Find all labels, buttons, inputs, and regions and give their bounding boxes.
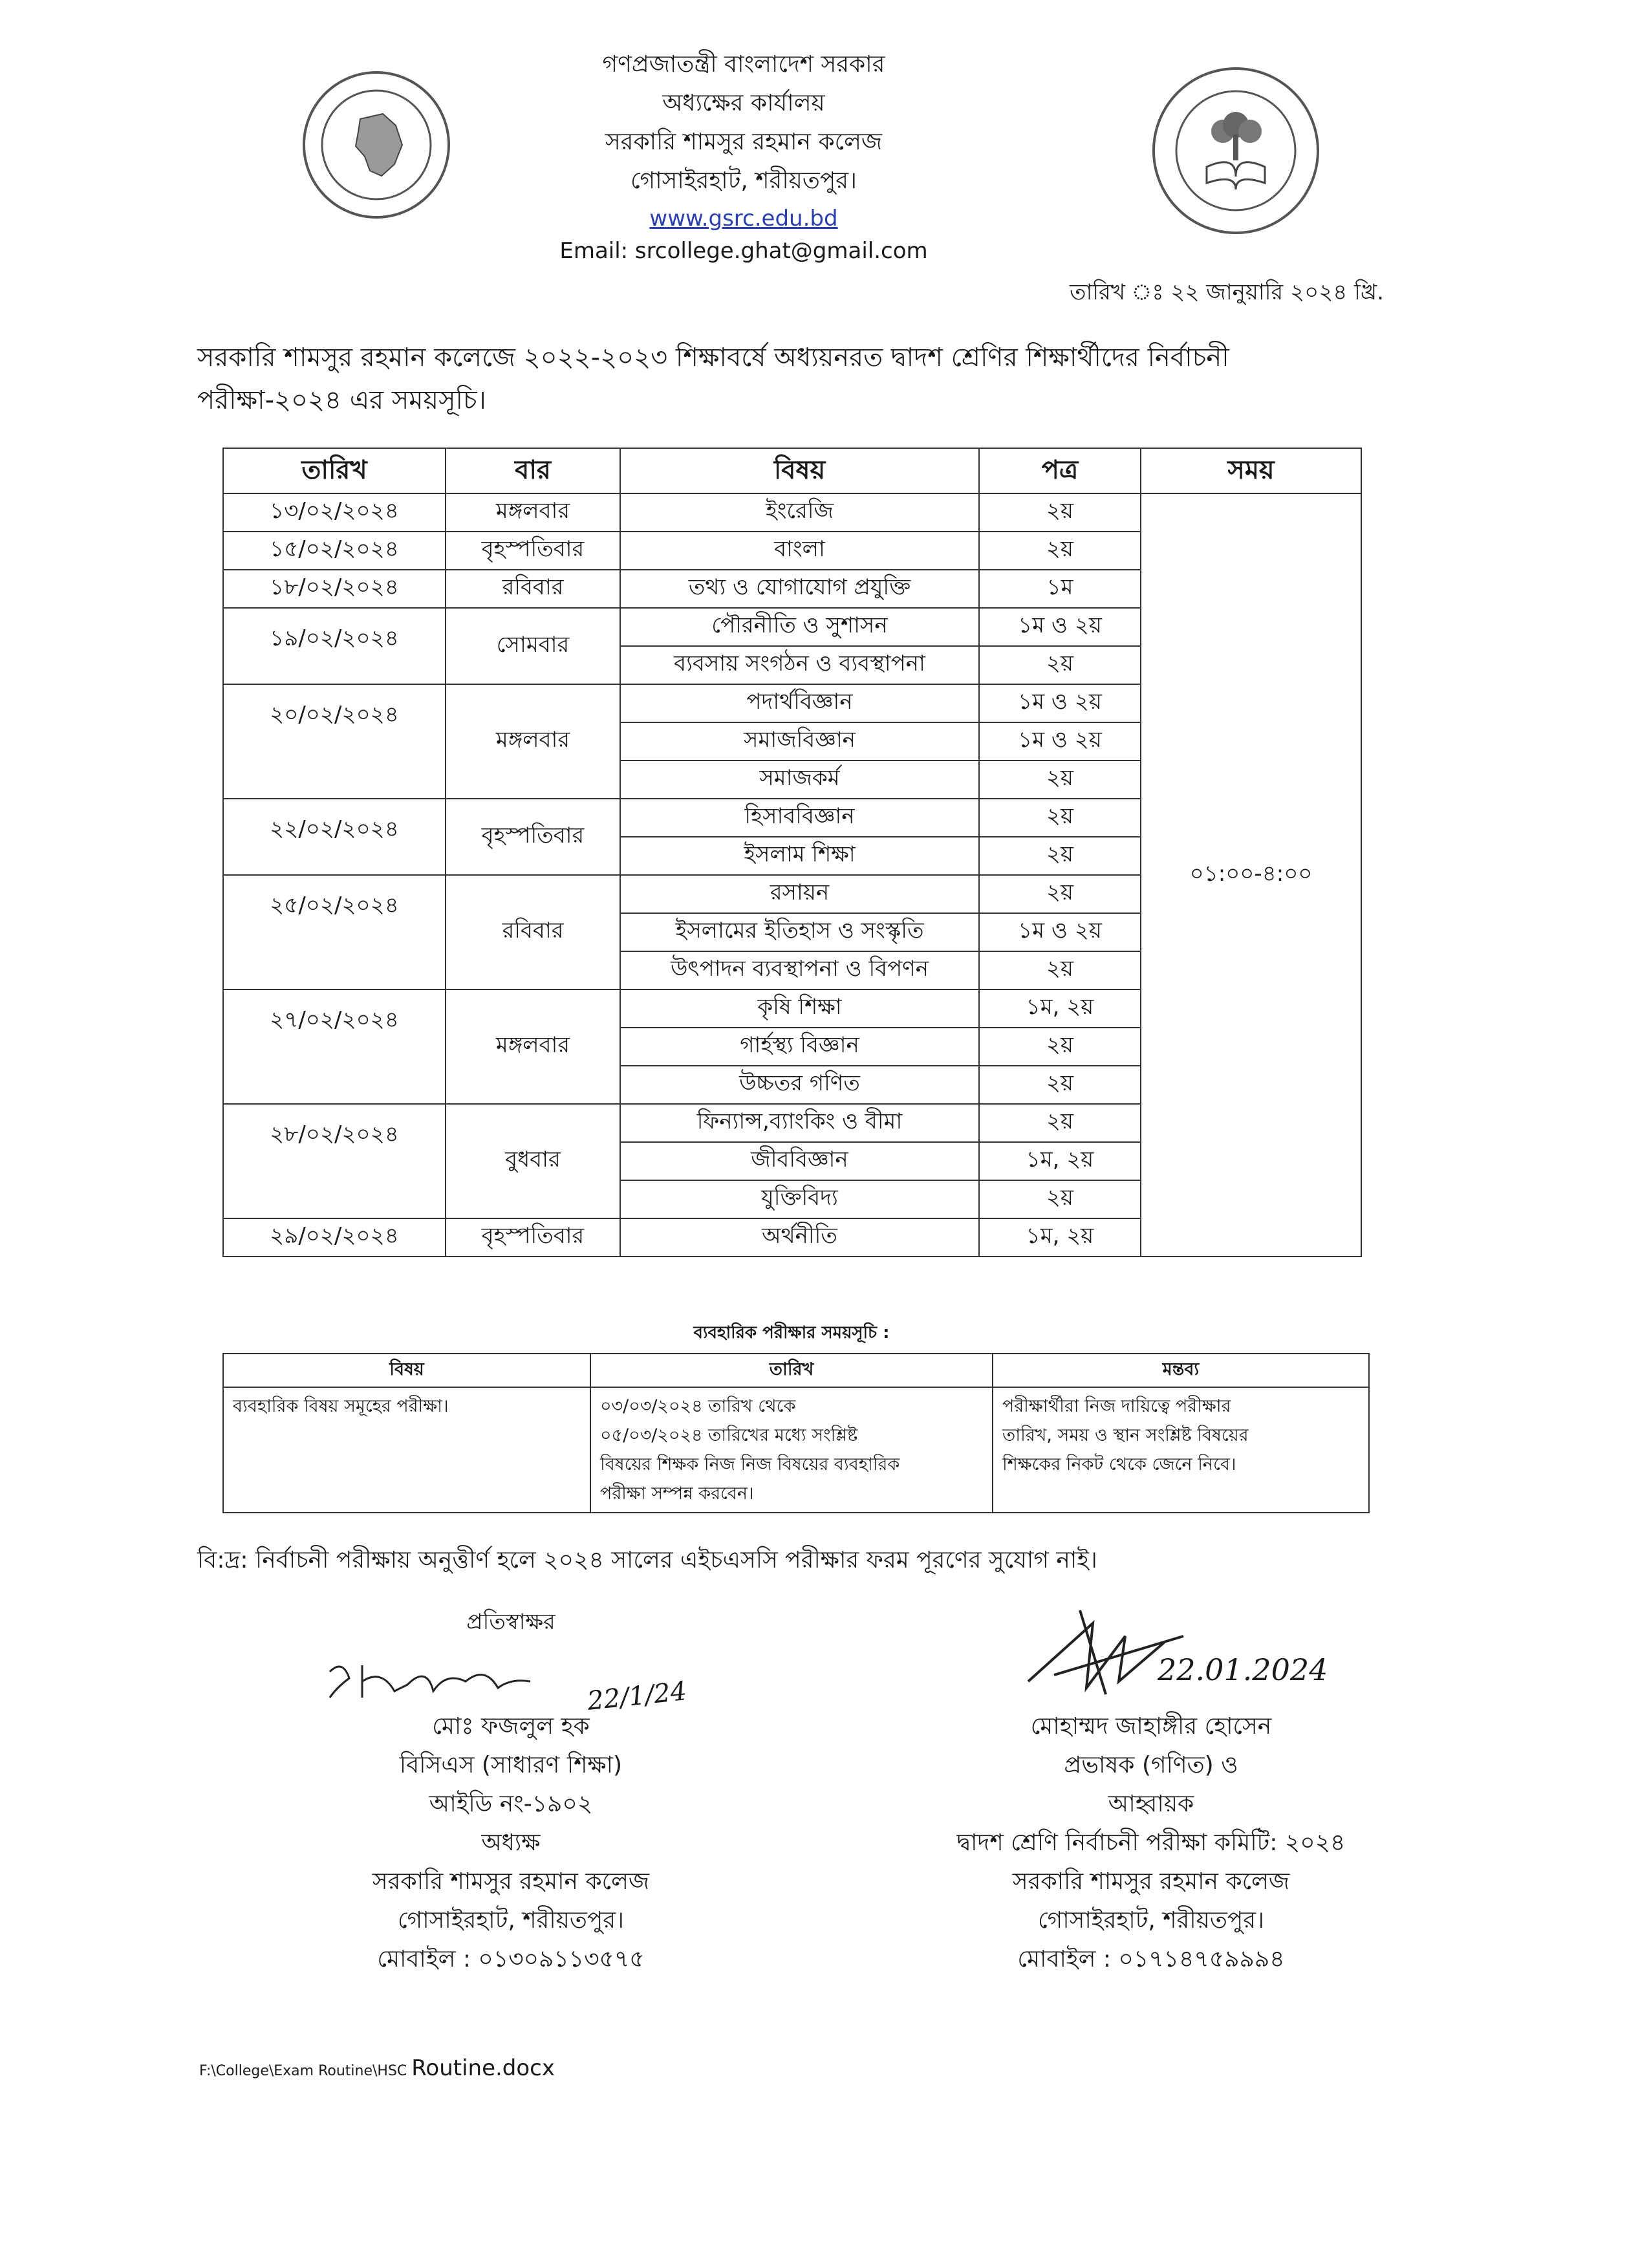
exam-day: রবিবার <box>446 570 620 608</box>
exam-paper: ২য় <box>979 799 1141 837</box>
exam-paper: ২য় <box>979 951 1141 989</box>
exam-paper: ২য় <box>979 1028 1141 1066</box>
practical-header-date: তারিখ <box>590 1354 993 1387</box>
practical-header-remark: মন্তব্য <box>993 1354 1369 1387</box>
exam-day: মঙ্গলবার <box>446 684 620 799</box>
exam-paper: ২য় <box>979 493 1141 532</box>
signatory-name: মোঃ ফজলুল হক <box>432 1713 590 1740</box>
government-seal-logo <box>303 71 450 219</box>
exam-date: ১৩/০২/২০২৪ <box>223 493 446 532</box>
practical-remark-line: তারিখ, সময় ও স্থান সংশ্লিষ্ট বিষয়ের <box>1002 1425 1249 1445</box>
exam-subject: ফিন্যান্স,ব্যাংকিং ও বীমা <box>620 1104 979 1142</box>
practical-date-line: ০৫/০৩/২০২৪ তারিখের মধ্যে সংশ্লিষ্ট <box>600 1425 858 1445</box>
exam-date: ২৫/০২/২০২৪ <box>223 875 446 989</box>
header-subject: বিষয় <box>620 448 979 493</box>
practical-date-cell <box>590 1387 993 1513</box>
exam-date: ১৫/০২/২০২৪ <box>223 532 446 570</box>
signatory-designation: অধ্যক্ষ <box>481 1830 541 1856</box>
exam-paper: ২য় <box>979 1104 1141 1142</box>
exam-subject: সমাজবিজ্ঞান <box>620 722 979 761</box>
table-row <box>223 493 1361 532</box>
exam-subject: ইসলামের ইতিহাস ও সংস্কৃতি <box>620 913 979 951</box>
exam-paper: ১ম, ২য় <box>979 1218 1141 1257</box>
email-address: Email: srcollege.ghat@gmail.com <box>559 238 928 264</box>
exam-paper: ২য় <box>979 837 1141 875</box>
exam-day: বৃহস্পতিবার <box>446 1218 620 1257</box>
practical-schedule-table <box>222 1353 1370 1513</box>
exam-subject: হিসাববিজ্ঞান <box>620 799 979 837</box>
exam-day: মঙ্গলবার <box>446 493 620 532</box>
exam-paper: ২য় <box>979 532 1141 570</box>
exam-date: ২০/০২/২০২৪ <box>223 684 446 799</box>
countersign-label: প্রতিস্বাক্ষর <box>466 1609 555 1635</box>
signatory-name: মোহাম্মদ জাহাঙ্গীর হোসেন <box>1030 1713 1272 1740</box>
college-address: গোসাইরহাট, শরীয়তপুর। <box>630 167 857 194</box>
exam-paper: ২য় <box>979 761 1141 799</box>
exam-paper: ১ম ও ২য় <box>979 913 1141 951</box>
exam-paper: ২য় <box>979 1180 1141 1218</box>
signatory-college: সরকারি শামসুর রহমান কলেজ <box>372 1868 650 1895</box>
exam-subject: ইসলাম শিক্ষা <box>620 837 979 875</box>
practical-header-row <box>223 1354 1369 1387</box>
exam-subject: তথ্য ও যোগাযোগ প্রযুক্তি <box>620 570 979 608</box>
exam-paper: ১ম ও ২য় <box>979 684 1141 722</box>
exam-paper: ১ম, ২য় <box>979 1142 1141 1180</box>
exam-subject: সমাজকর্ম <box>620 761 979 799</box>
exam-subject: কৃষি শিক্ষা <box>620 989 979 1028</box>
header-paper: পত্র <box>979 448 1141 493</box>
exam-day: বৃহস্পতিবার <box>446 799 620 875</box>
header-date: তারিখ <box>223 448 446 493</box>
exam-subject: রসায়ন <box>620 875 979 913</box>
notice-title: সরকারি শামসুর রহমান কলেজে ২০২২-২০২৩ শিক্ষাবর্ষে অধ্যয়নরত দ্বাদশ শ্রেণির শিক্ষার্থীদের নির্বাচনী পরীক্ষা-২০২৪ এর সময়সূচি। <box>197 343 1229 415</box>
exam-subject: অর্থনীতি <box>620 1218 979 1257</box>
practical-subject: ব্যবহারিক বিষয় সমূহের পরীক্ষা। <box>223 1387 590 1513</box>
practical-title: ব্যবহারিক পরীক্ষার সময়সূচি : <box>693 1323 890 1343</box>
signatory-mobile: মোবাইল : ০১৩০৯১১৩৫৭৫ <box>377 1946 645 1972</box>
practical-remark-line: শিক্ষকের নিকট থেকে জেনে নিবে। <box>1002 1454 1236 1474</box>
website-link[interactable]: www.gsrc.edu.bd <box>649 206 838 232</box>
signatory-id: আইডি নং-১৯০২ <box>429 1791 593 1817</box>
exam-subject: জীববিজ্ঞান <box>620 1142 979 1180</box>
tree-book-icon <box>1155 70 1317 232</box>
bangladesh-map-icon <box>305 74 447 216</box>
important-note: বি:দ্র: নির্বাচনী পরীক্ষায় অনুত্তীর্ণ হলে ২০২৪ সালের এইচএসসি পরীক্ষার ফরম পূরণের সুযোগ নাই। <box>197 1547 1097 1573</box>
left-signatory-block <box>297 1707 724 1979</box>
right-signatory-block <box>905 1707 1397 1979</box>
exam-date: ২৯/০২/২০২৪ <box>223 1218 446 1257</box>
exam-subject: পৌরনীতি ও সুশাসন <box>620 608 979 646</box>
exam-subject: উচ্চতর গণিত <box>620 1066 979 1104</box>
exam-day: রবিবার <box>446 875 620 989</box>
exam-subject: বাংলা <box>620 532 979 570</box>
signatory-address: গোসাইরহাট, শরীয়তপুর। <box>398 1907 624 1934</box>
practical-remark-line: পরীক্ষার্থীরা নিজ দায়িত্বে পরীক্ষার <box>1002 1396 1231 1416</box>
signatory-mobile: মোবাইল : ০১৭১৪৭৫৯৯৯৪ <box>1017 1946 1285 1972</box>
exam-date: ২৮/০২/২০২৪ <box>223 1104 446 1218</box>
exam-paper: ২য় <box>979 646 1141 684</box>
signatory-committee: দ্বাদশ শ্রেণি নির্বাচনী পরীক্ষা কমিটি: ২০২৪ <box>956 1830 1346 1856</box>
exam-day: মঙ্গলবার <box>446 989 620 1104</box>
exam-day: সোমবার <box>446 608 620 684</box>
exam-date: ২২/০২/২০২৪ <box>223 799 446 875</box>
exam-paper: ১ম, ২য় <box>979 989 1141 1028</box>
issue-date: তারিখ ঃ ২২ জানুয়ারি ২০২৪ খ্রি. <box>1069 279 1384 305</box>
routine-body <box>223 493 1361 1257</box>
exam-paper: ১ম ও ২য় <box>979 722 1141 761</box>
govt-name: গণপ্রজাতন্ত্রী বাংলাদেশ সরকার <box>602 51 885 78</box>
exam-subject: পদার্থবিজ্ঞান <box>620 684 979 722</box>
exam-date: ২৭/০২/২০২৪ <box>223 989 446 1104</box>
header-day: বার <box>446 448 620 493</box>
exam-subject: ইংরেজি <box>620 493 979 532</box>
office-name: অধ্যক্ষের কার্যালয় <box>662 90 825 116</box>
exam-day: বুধবার <box>446 1104 620 1218</box>
exam-subject: উৎপাদন ব্যবস্থাপনা ও বিপণন <box>620 951 979 989</box>
signatory-designation: প্রভাষক (গণিত) ও <box>1064 1752 1238 1778</box>
exam-paper: ১ম ও ২য় <box>979 608 1141 646</box>
signatory-cadre: বিসিএস (সাধারণ শিক্ষা) <box>399 1752 623 1778</box>
file-path: F:\College\Exam Routine\HSC <box>199 2063 407 2079</box>
left-signature-date: 22/1/24 <box>586 1676 689 1716</box>
exam-paper: ২য় <box>979 875 1141 913</box>
signatory-college: সরকারি শামসুর রহমান কলেজ <box>1012 1868 1290 1895</box>
signatory-address: গোসাইরহাট, শরীয়তপুর। <box>1038 1907 1264 1934</box>
exam-subject: যুক্তিবিদ্য <box>620 1180 979 1218</box>
exam-subject: ব্যবসায় সংগঠন ও ব্যবস্থাপনা <box>620 646 979 684</box>
college-name: সরকারি শামসুর রহমান কলেজ <box>605 129 883 155</box>
exam-paper: ১ম <box>979 570 1141 608</box>
practical-date-line: পরীক্ষা সম্পন্ন করবেন। <box>600 1484 754 1504</box>
exam-day: বৃহস্পতিবার <box>446 532 620 570</box>
signatory-role: আহ্বায়ক <box>1108 1791 1194 1817</box>
table-header-row <box>223 448 1361 493</box>
practical-date-line: বিষয়ের শিক্ষক নিজ নিজ বিষয়ের ব্যবহারিক <box>600 1454 900 1474</box>
exam-subject: গার্হস্থ্য বিজ্ঞান <box>620 1028 979 1066</box>
file-name: Routine.docx <box>411 2055 555 2081</box>
college-motto-logo <box>1152 67 1319 234</box>
file-path-footer <box>199 2055 555 2081</box>
practical-date-line: ০৩/০৩/২০২৪ তারিখ থেকে <box>600 1396 796 1416</box>
practical-header-subject: বিষয় <box>223 1354 590 1387</box>
exam-date: ১৮/০২/২০২৪ <box>223 570 446 608</box>
exam-time: ০১:০০-৪:০০ <box>1141 493 1361 1257</box>
practical-row <box>223 1387 1369 1513</box>
exam-routine-table <box>222 448 1362 1257</box>
exam-paper: ২য় <box>979 1066 1141 1104</box>
exam-date: ১৯/০২/২০২৪ <box>223 608 446 684</box>
right-signature-date: 22.01.2024 <box>1158 1652 1328 1687</box>
header-time: সময় <box>1141 448 1361 493</box>
practical-remark-cell <box>993 1387 1369 1513</box>
